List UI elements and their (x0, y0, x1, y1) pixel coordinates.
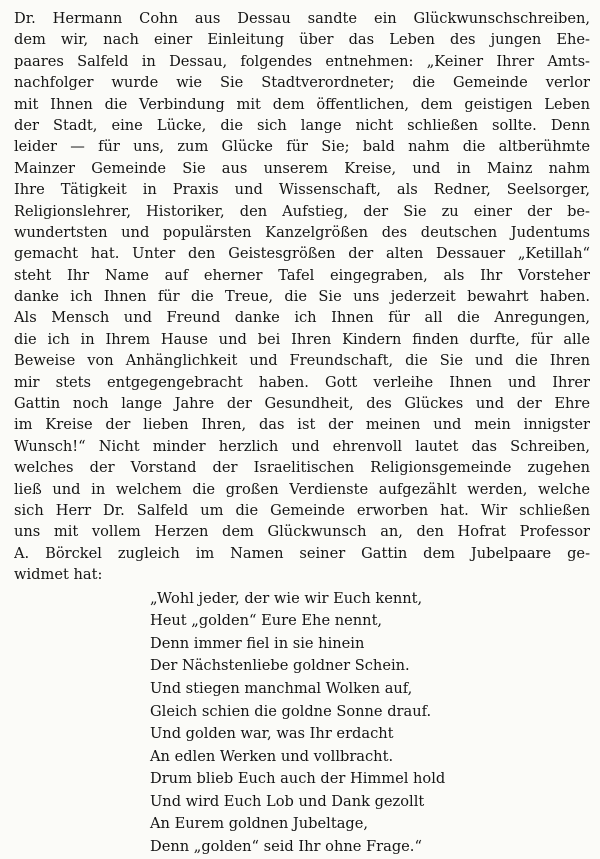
prose-line: Beweise von Anhänglichkeit und Freundschaft, die Sie und die Ihren (14, 352, 590, 370)
prose-line: A. Börckel zugleich im Namen seiner Gattin dem Jubelpaare ge- (14, 544, 590, 562)
poem-line: Gleich schien die goldne Sonne drauf. (150, 702, 432, 720)
prose-line: Religionslehrer, Historiker, den Aufstieg, der Sie zu einer der be- (14, 202, 590, 220)
prose-line: dem wir, nach einer Einleitung über das Leben des jungen Ehe- (14, 31, 590, 49)
poem-line: Und golden war, was Ihr erdacht (150, 725, 394, 743)
prose-line: Als Mensch und Freund danke ich Ihnen für all die Anregungen, (14, 309, 590, 327)
poem-line: Der Nächstenliebe goldner Schein. (150, 657, 410, 675)
prose-paragraph (14, 8, 590, 586)
prose-line: Dr. Hermann Cohn aus Dessau sandte ein Glückwunschschreiben, (14, 10, 590, 27)
prose-line: leider — für uns, zum Glücke für Sie; bald nahm die altberühmte (14, 138, 590, 156)
prose-line: der Stadt, eine Lücke, die sich lange nicht schließen sollte. Denn (14, 116, 590, 134)
prose-line: sich Herr Dr. Salfeld um die Gemeinde erworben hat. Wir schließen (14, 501, 590, 519)
poem-line: Denn „golden“ seid Ihr ohne Frage.“ (150, 838, 422, 856)
prose-line: die ich in Ihrem Hause und bei Ihren Kindern finden durfte, für alle (14, 330, 590, 348)
poem-line: „Wohl jeder, der wie wir Euch kennt, (150, 589, 423, 607)
prose-line: mir stets entgegengebracht haben. Gott verleihe Ihnen und Ihrer (14, 373, 590, 391)
prose-line: paares Salfeld in Dessau, folgendes entnehmen: „Keiner Ihrer Amts- (14, 52, 590, 70)
poem-line: Drum blieb Euch auch der Himmel hold (150, 770, 446, 788)
poem-line: An Eurem goldnen Jubeltage, (150, 815, 369, 833)
prose-line: Wunsch!“ Nicht minder herzlich und ehrenvoll lautet das Schreiben, (14, 437, 590, 455)
prose-line: Mainzer Gemeinde Sie aus unserem Kreise, und in Mainz nahm (14, 159, 590, 177)
prose-line: widmet hat: (14, 566, 103, 584)
poem-block (150, 588, 590, 859)
poem-line: Und stiegen manchmal Wolken auf, (150, 679, 413, 697)
prose-line: welches der Vorstand der Israelitischen Religionsgemeinde zugehen (14, 459, 590, 477)
poem-line: Und wird Euch Lob und Dank gezollt (150, 792, 425, 810)
prose-line: ließ und in welchem die großen Verdienste aufgezählt werden, welche (14, 480, 590, 498)
prose-line: danke ich Ihnen für die Treue, die Sie uns jederzeit bewahrt haben. (14, 288, 590, 306)
prose-line: im Kreise der lieben Ihren, das ist der meinen und mein innigster (14, 416, 590, 434)
prose-line: uns mit vollem Herzen dem Glückwunsch an, den Hofrat Professor (14, 523, 590, 541)
prose-line: Ihre Tätigkeit in Praxis und Wissenschaft, als Redner, Seelsorger, (14, 181, 590, 199)
poem-line: Heut „golden“ Eure Ehe nennt, (150, 612, 383, 630)
prose-line: Gattin noch lange Jahre der Gesundheit, des Glückes und der Ehre (14, 395, 590, 413)
prose-line: wundertsten und populärsten Kanzelgrößen des deutschen Judentums (14, 223, 590, 241)
poem-line: Denn immer fiel in sie hinein (150, 634, 365, 652)
prose-line: gemacht hat. Unter den Geistesgrößen der alten Dessauer „Ketillah“ (14, 245, 590, 263)
poem-line: An edlen Werken und vollbracht. (150, 747, 394, 765)
prose-line: mit Ihnen die Verbindung mit dem öffentlichen, dem geistigen Leben (14, 95, 590, 113)
prose-line: nachfolger wurde wie Sie Stadtverordneter; die Gemeinde verlor (14, 74, 590, 92)
prose-line: steht Ihr Name auf eherner Tafel eingegraben, als Ihr Vorsteher (14, 266, 590, 284)
